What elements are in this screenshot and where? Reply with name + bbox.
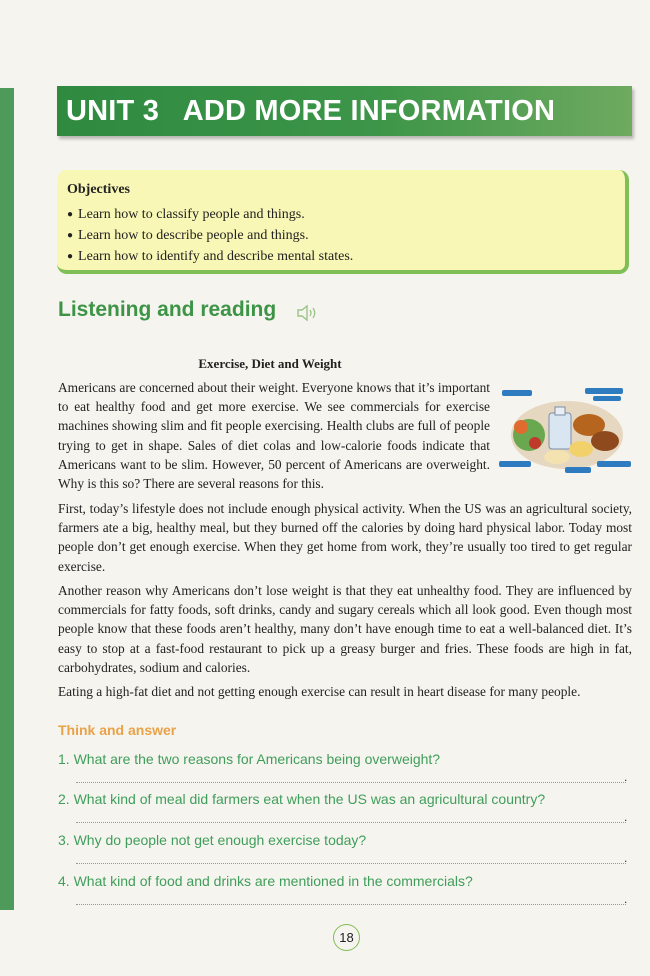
question: 1. What are the two reasons for Americans being overweight? (58, 751, 441, 767)
speaker-icon[interactable] (296, 303, 320, 323)
answer-line[interactable] (76, 822, 626, 823)
objectives-box (57, 170, 629, 274)
answer-period: . (624, 770, 628, 784)
objectives-list (67, 204, 353, 267)
answer-period: . (624, 810, 628, 824)
objective-item: ● Learn how to describe people and things. (67, 225, 353, 246)
article-paragraph: Another reason why Americans don’t lose weight is that they eat unhealthy food. They are influenced by commercials for fatty foods, soft drinks, candy and sugary cereals which all look good. Even though most people know that these foods aren’t healthy, many don’t have enough time to eat a well-balanced diet. It’s easy to stop at a fast-food restaurant to pick up a greasy burger and fries. These foods are high in fat, carbohydrates, sodium and calories. (58, 583, 632, 675)
page-number: 18 (333, 924, 360, 951)
question: 3. Why do people not get enough exercise today? (58, 832, 367, 848)
objective-item: ● Learn how to classify people and things. (67, 204, 353, 225)
answer-period: . (624, 851, 628, 865)
answer-line[interactable] (76, 904, 626, 905)
article-title: Exercise, Diet and Weight (198, 356, 342, 371)
article-paragraph: First, today’s lifestyle does not include enough physical activity. When the US was an agricultural society, farmers ate a big, healthy meal, but they burned off the calories by doing hard physical labor. Today most people don’t get enough exercise. When they get home from work, they’re usually too tired to get regular exercise. (58, 501, 632, 574)
answer-line[interactable] (76, 782, 626, 783)
question: 4. What kind of food and drinks are mentioned in the commercials? (58, 873, 473, 889)
objective-item: ● Learn how to identify and describe mental states. (67, 246, 353, 267)
unit-title: UNIT 3 ADD MORE INFORMATION (66, 94, 556, 127)
article-paragraph: Americans are concerned about their weight. Everyone knows that it’s important to eat healthy food and get more exercise. We see commercials for exercise machines showing slim and fit people exercising. Health clubs are full of people trying to get in shape. Sales of diet colas and low-calorie foods indicate that Americans want to be slim. However, 50 percent of Americans are overweight. Why is this so? There are several reasons for this. (58, 380, 490, 492)
answer-line[interactable] (76, 863, 626, 864)
unit-banner (57, 86, 632, 136)
think-and-answer-title: Think and answer (58, 722, 177, 738)
section-title: Listening and reading (58, 298, 277, 321)
objectives-heading: Objectives (67, 182, 130, 197)
left-margin-bar (0, 88, 14, 910)
question: 2. What kind of meal did farmers eat when the US was an agricultural country? (58, 791, 546, 807)
article-paragraph: Eating a high-fat diet and not getting enough exercise can result in heart disease for many people. (58, 684, 581, 699)
food-groups-illustration (497, 383, 634, 479)
answer-period: . (624, 892, 628, 906)
